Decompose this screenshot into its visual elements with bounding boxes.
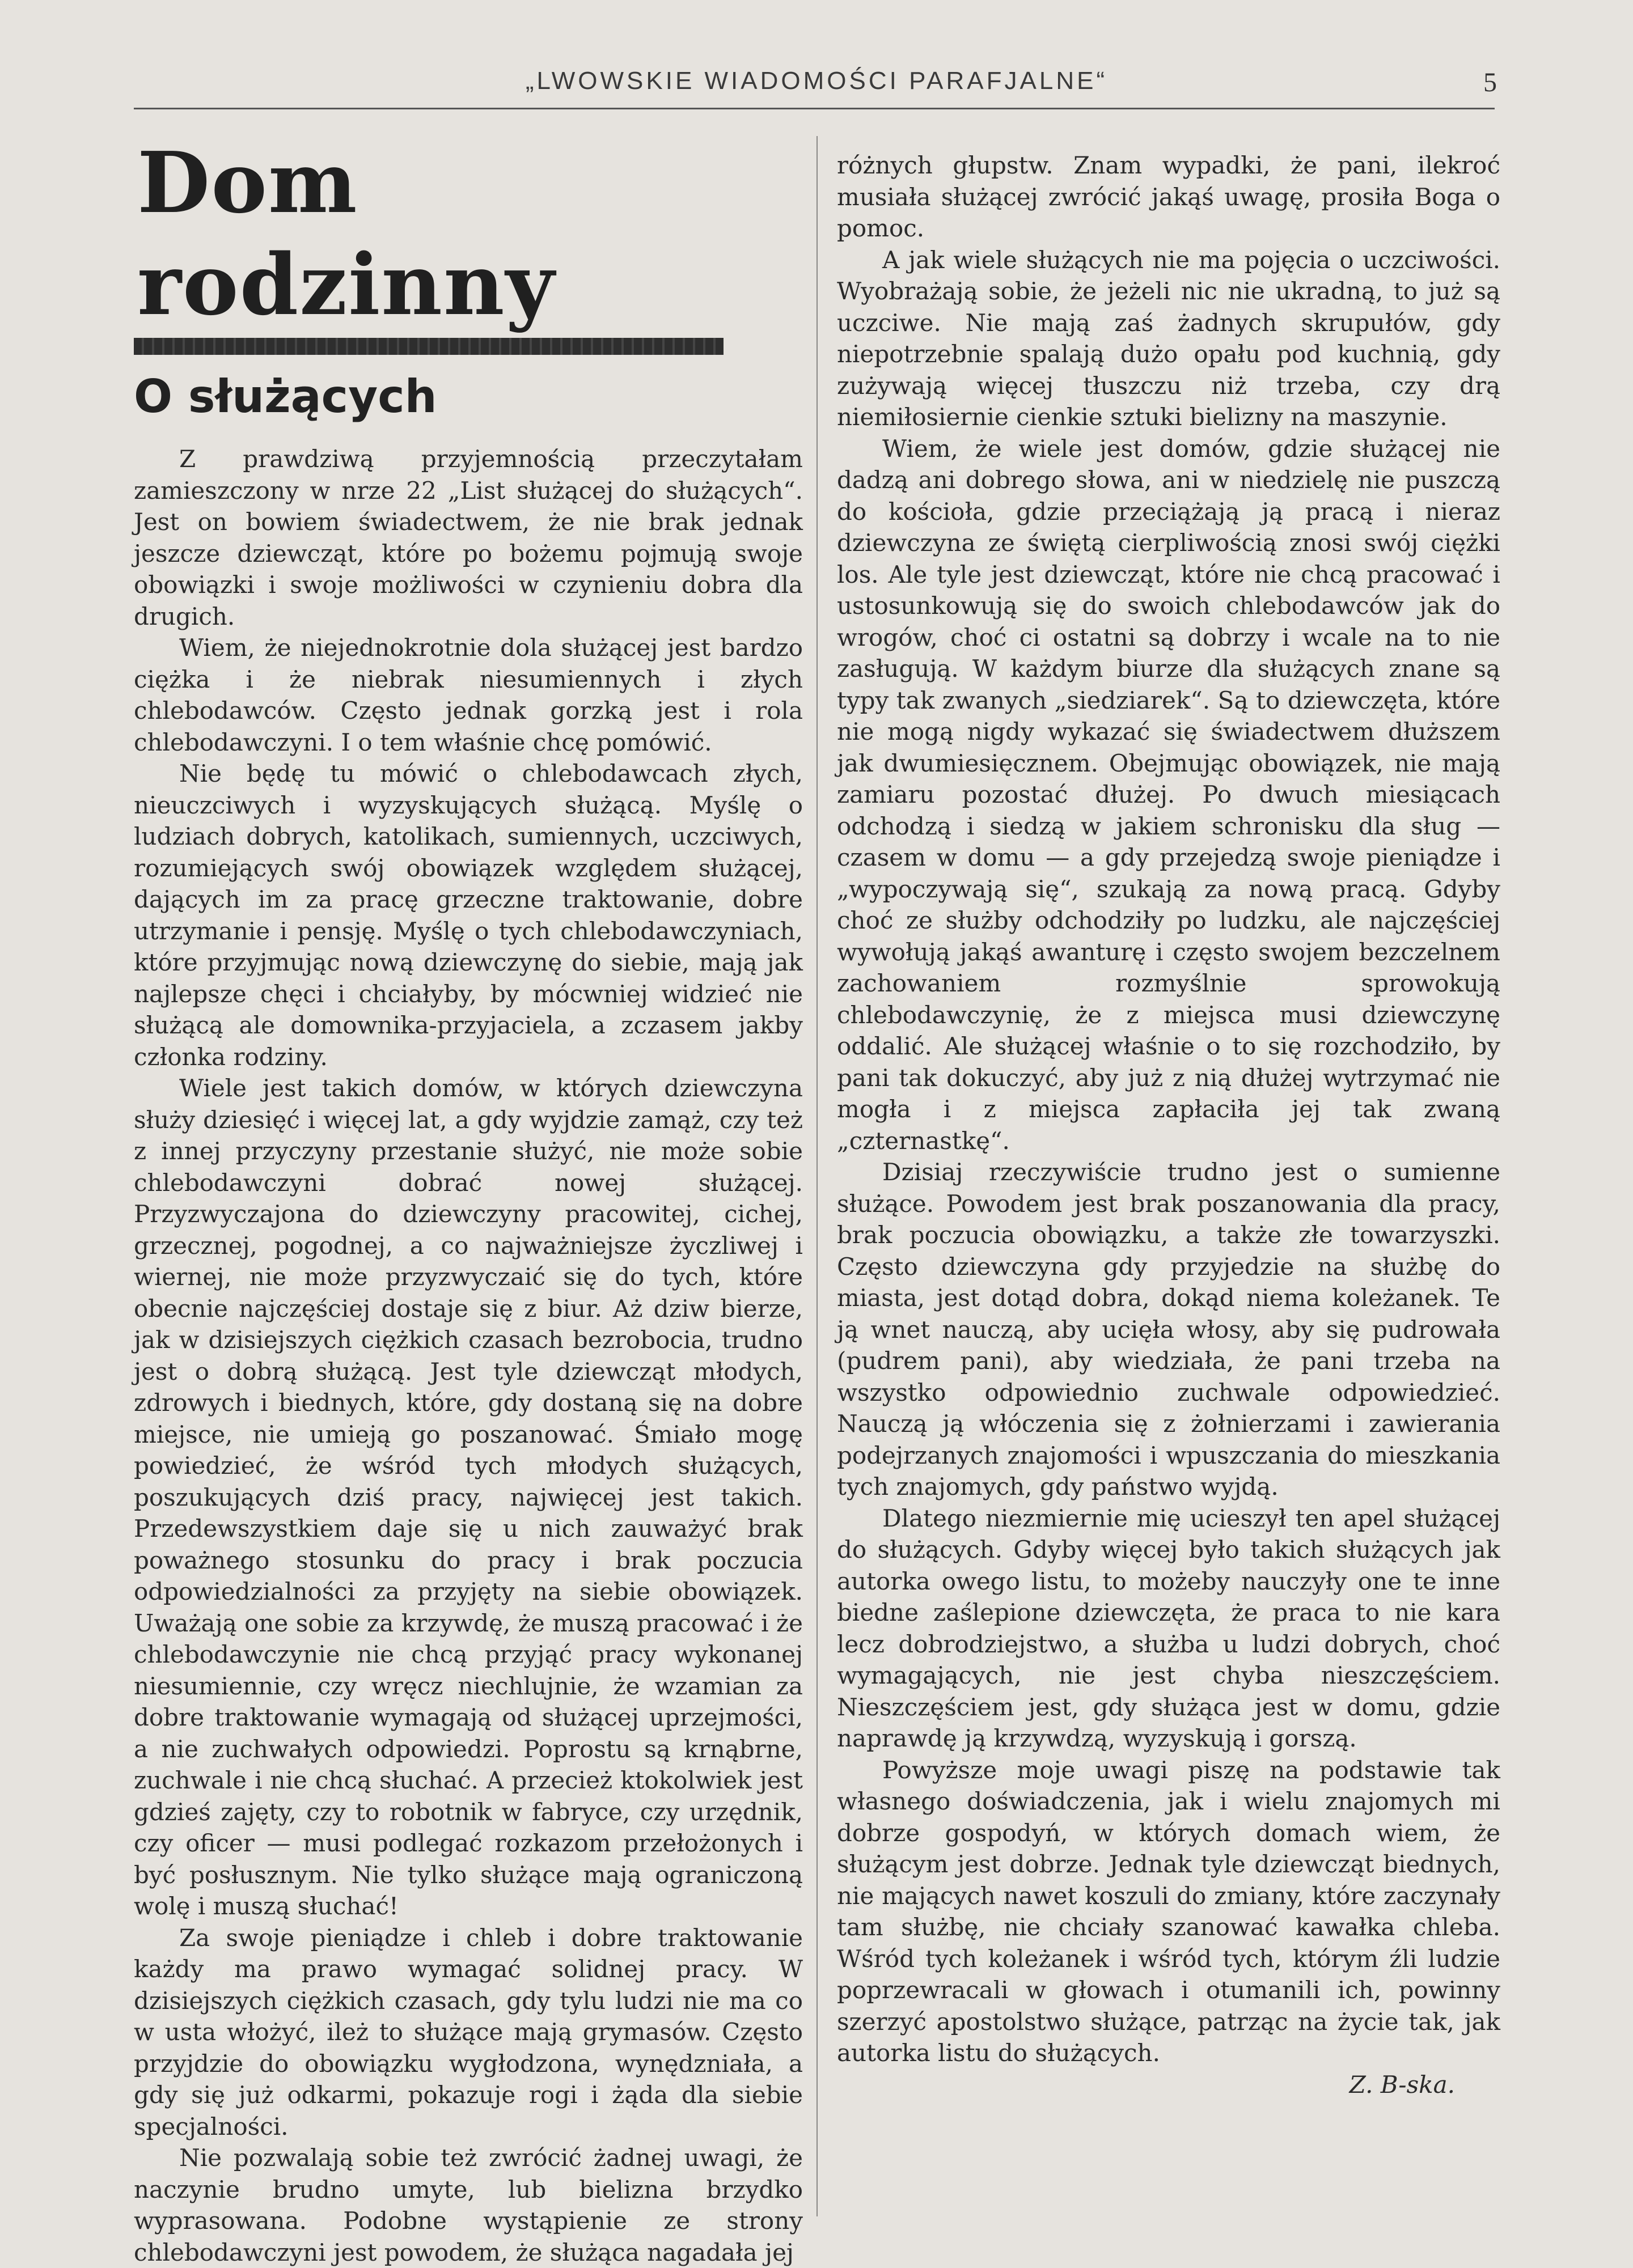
author-signature: Z. B-ska. — [1349, 2070, 1455, 2099]
column-divider — [816, 136, 818, 2216]
paragraph-continued: różnych głupstw. Znam wypadki, że pani, ilekroć musiała służącej zwrócić jakąś uwagę, prosiła Boga o pomoc. — [837, 151, 1500, 242]
section-title-bar — [134, 338, 724, 355]
paragraph: Dlatego niezmiernie mię ucieszył ten apel służącej do służących. Gdyby więcej było takich służących jak autorka owego listu, to możeby nauczyły one te inne biedne zaślepione dziewczęta, że praca to nie kara lecz dobrodziejstwo, a służba u ludzi dobrych, choć wymagających, nie jest chyba nieszczęściem. Nieszczęściem jest, gdy służąca jest w domu, gdzie naprawdę ją krzywdzą, wyzyskują i gorszą. — [837, 1504, 1500, 1752]
paragraph: A jak wiele służących nie ma pojęcia o uczciwości. Wyobrażają sobie, że jeżeli nic nie ukradną, to już są uczciwe. Nie mają zaś żadnych skrupułów, gdy niepotrzebnie spalają dużo opału pod kuchnią, gdy zużywają więcej tłuszczu niż trzeba, czy drą niemiłosiernie cienkie sztuki bielizny na maszynie. — [837, 245, 1500, 431]
right-column — [837, 150, 1500, 2101]
article-subtitle: O służących — [134, 370, 437, 423]
paragraph: Wiem, że niejednokrotnie dola służącej jest bardzo ciężka i że niebrak niesumiennych i złych chlebodawców. Często jednak gorzką jest i rola chlebodawczyni. I o tem właśnie chcę pomówić. — [134, 634, 803, 756]
paragraph: Z prawdziwą przyjemnością przeczytałam zamieszczony w nrze 22 „List służącej do służących“. Jest on bowiem świadectwem, że nie brak jednak jeszcze dziewcząt, które po bożemu pojmują swoje obowiązki i swoje możliwości w czynieniu dobra dla drugich. — [134, 445, 803, 630]
section-title: Dom rodzinny — [137, 133, 556, 334]
paragraph: Wiele jest takich domów, w których dziewczyna służy dziesięć i więcej lat, a gdy wyjdzie zamąż, czy też z innej przyczyny przestanie służyć, nie może sobie chlebodawczyni dobrać nowej służącej. Przyzwyczajona do dziewczyny pracowitej, cichej, grzecznej, pogodnej, a co najważniejsze życzliwej i wiernej, nie może przyzwyczaić się do tych, które obecnie najczęściej dostaje się z biur. Aż dziw bierze, jak w dzisiejszych ciężkich czasach bezrobocia, trudno jest o dobrą służącą. Jest tyle dziewcząt młodych, zdrowych i biednych, które, gdy dostaną się na dobre miejsce, nie umieją go poszanować. Śmiało mogę powiedzieć, że wśród tych młodych służących, poszukujących dziś pracy, najwięcej jest takich. Przedewszystkiem daje się u nich zauważyć brak poważnego stosunku do pracy i brak poczucia odpowiedzialności za przyjęty na siebie obowiązek. Uważają one sobie za krzywdę, że muszą pracować i że chlebodawczynie nie chcą przyjąć pracy wykonanej niesumiennie, czy wręcz niechlujnie, że wzamian za dobre traktowanie wymagają od służącej uprzejmości, a nie zuchwałych odpowiedzi. Poprostu są krnąbrne, zuchwale i nie chcą słuchać. A przecież ktokolwiek jest gdzieś zajęty, czy to robotnik w fabryce, czy urzędnik, czy oficer — musi podlegać rozkazom przełożonych i być posłusznym. Nie tylko służące mają ograniczoną wolę i muszą słuchać! — [134, 1074, 803, 1920]
header-rule — [134, 108, 1495, 109]
paragraph: Powyższe moje uwagi piszę na podstawie tak własnego doświadczenia, jak i wielu znajomych mi dobrze gospodyń, w których domach wiem, że służącym jest dobrze. Jednak tyle dziewcząt biednych, nie mających nawet koszuli do zmiany, które zaczynały tam służbę, nie chciały szanować kawałka chleba. Wśród tych koleżanek i wśród tych, którym źli ludzie poprzewracali w głowach i otumanili ich, powinny szerzyć apostolstwo służące, patrząc na życie tak, jak autorka listu do służących. — [837, 1756, 1500, 2067]
paragraph: Nie pozwalają sobie też zwrócić żadnej uwagi, że naczynie brudno umyte, lub bielizna brzydko wyprasowana. Podobne wystąpienie ze strony chlebodawczyni jest powodem, że służąca nagadała jej — [134, 2144, 803, 2266]
paragraph: Za swoje pieniądze i chleb i dobre traktowanie każdy ma prawo wymagać solidnej pracy. W dzisiejszych ciężkich czasach, gdy tylu ludzi nie ma co w usta włożyć, ileż to służące mają grymasów. Często przyjdzie do obowiązku wygłodzona, wynędzniała, a gdy się już odkarmi, pokazuje rogi i żąda dla siebie specjalności. — [134, 1923, 803, 2140]
left-column — [134, 132, 803, 2268]
paragraph: Wiem, że wiele jest domów, gdzie służącej nie dadzą ani dobrego słowa, ani w niedzielę nie puszczą do kościoła, gdzie przeciążają ją pracą i nieraz dziewczyna ze świętą cierpliwością znosi swój ciężki los. Ale tyle jest dziewcząt, które nie chcą pracować i ustosunkowują się do swoich chlebodawców jak do wrogów, choć ci ostatni są dobrzy i wcale na to nie zasługują. W każdym biurze dla służących znane są typy tak zwanych „siedziarek“. Są to dziewczęta, które nie mogą nigdy wykazać się świadectwem dłuższem jak dwumiesięcznem. Obejmując obowiązek, nie mają zamiaru pozostać dłużej. Po dwuch miesiącach odchodzą i siedzą w jakiem schronisku dla sług — czasem w domu — a gdy przejedzą swoje pieniądze i „wypoczywają się“, szukają za nową pracą. Gdyby choć ze służby odchodziły po ludzku, ale najczęściej wywołują jakąś awanturę i często swojem bezczelnem zachowaniem rozmyślnie sprowokują chlebodawczynię, że z miejsca musi dziewczynę oddalić. Ale służącej właśnie o to się rozchodziło, by pani tak dokuczyć, aby już z nią dłużej wytrzymać nie mogła i z miejsca zapłaciła jej tak zwaną „czternastkę“. — [837, 434, 1500, 1155]
running-header: „LWOWSKIE WIADOMOŚCI PARAFJALNE“ — [525, 67, 1108, 95]
page-number: 5 — [1483, 67, 1497, 97]
paragraph: Nie będę tu mówić o chlebodawcach złych, nieuczciwych i wyzyskujących służącą. Myślę o ludziach dobrych, katolikach, sumiennych, uczciwych, rozumiejących swój obowiązek względem służącej, dających im za pracę grzeczne traktowanie, dobre utrzymanie i pensję. Myślę o tych chlebodawczyniach, które przyjmując nową dziewczynę do siebie, mają jak najlepsze chęci i chciałyby, by mócwniej widzieć nie służącą ale domownika-przyjaciela, a zczasem jakby członka rodziny. — [134, 760, 803, 1071]
paragraph: Dzisiaj rzeczywiście trudno jest o sumienne służące. Powodem jest brak poszanowania dla pracy, brak poczucia obowiązku, a także złe towarzyszki. Często dziewczyna gdy przyjedzie na służbę do miasta, jest dotąd dobra, dokąd niema koleżanek. Te ją wnet nauczą, aby ucięła włosy, aby się pudrowała (pudrem pani), aby wiedziała, że pani trzeba na wszystko odpowiednio zuchwale odpowiedzieć. Nauczą ją włóczenia się z żołnierzami i zawierania podejrzanych znajomości i wpuszczania do mieszkania tych znajomych, gdy państwo wyjdą. — [837, 1158, 1500, 1500]
